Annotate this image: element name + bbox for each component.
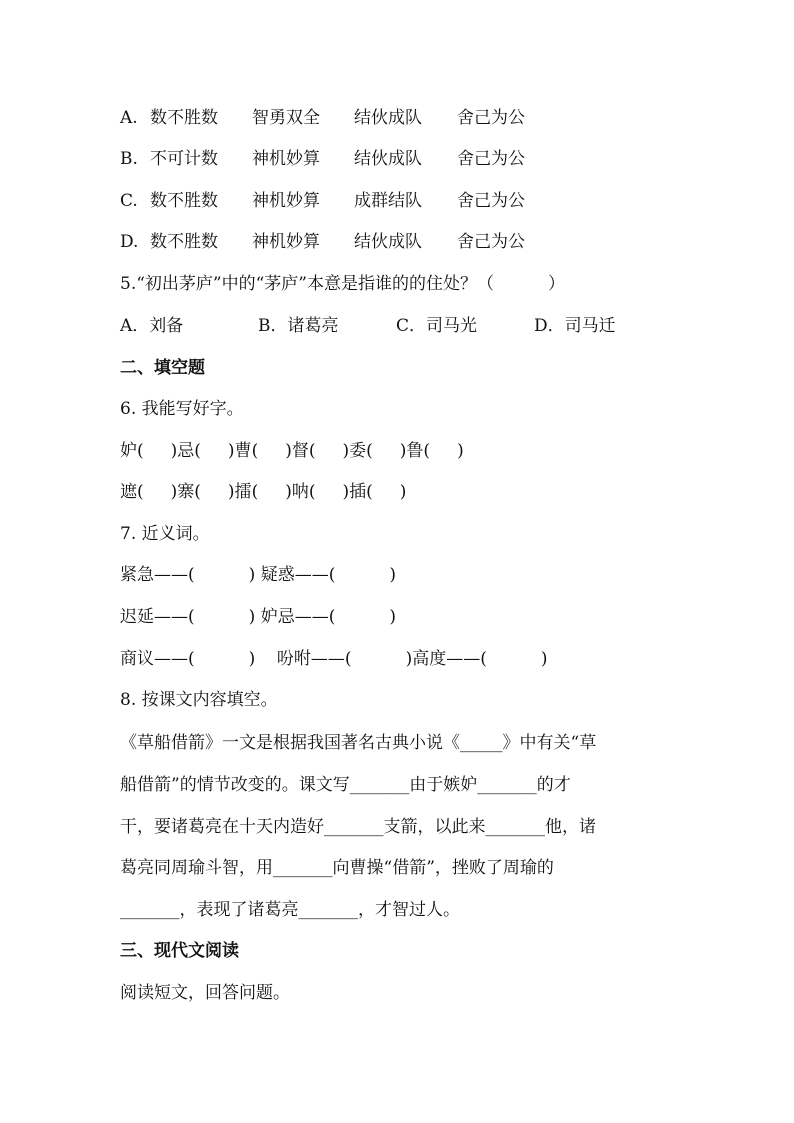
q5-question: 5.“初出茅庐”中的“茅庐”本意是指谁的的住处？（ ） — [120, 274, 566, 294]
option-label: A. — [120, 108, 138, 128]
option-word: 舍己为公 — [457, 191, 525, 211]
option-word: 舍己为公 — [457, 232, 525, 252]
option-label: B. — [120, 149, 138, 169]
option-word: 结伙成队 — [354, 232, 422, 252]
option-word: 数不胜数 — [150, 108, 218, 128]
option-word: 成群结队 — [354, 191, 422, 211]
section-heading: 三、现代文阅读 — [120, 941, 239, 961]
q8-title: 8. 按课文内容填空。 — [120, 690, 278, 710]
q4-option-c — [120, 189, 560, 213]
q5-options — [120, 314, 620, 338]
q7-row: 紧急——( ) 疑惑——( ) — [120, 565, 397, 585]
q4-option-d — [120, 230, 560, 254]
option-a: A．刘备 — [120, 316, 184, 336]
q6-title: 6. 我能写好字。 — [120, 399, 244, 419]
option-word: 不可计数 — [150, 149, 218, 169]
q8-text-line: 《草船借箭》一文是根据我国著名古典小说《_____》中有关“草 — [120, 733, 597, 753]
section-heading: 二、填空题 — [120, 358, 205, 378]
q6-row: 遮( )寨( )擂( )呐( )插( ) — [120, 482, 407, 502]
q8-text-line: _______，表现了诸葛亮_______，才智过人。 — [120, 900, 460, 920]
q8-text-line: 葛亮同周瑜斗智，用_______向曹操“借箭”，挫败了周瑜的 — [120, 858, 554, 878]
option-word: 神机妙算 — [252, 191, 320, 211]
option-label: C. — [120, 191, 138, 211]
option-word: 神机妙算 — [252, 232, 320, 252]
option-word: 智勇双全 — [252, 108, 320, 128]
q4-option-b — [120, 147, 560, 171]
option-d: D．司马迁 — [534, 316, 616, 336]
option-word: 神机妙算 — [252, 149, 320, 169]
q4-option-a — [120, 106, 560, 130]
option-word: 舍己为公 — [457, 108, 525, 128]
q8-text-line: 干，要诸葛亮在十天内造好_______支箭，以此来_______他，诸 — [120, 817, 596, 837]
q8-text-line: 船借箭”的情节改变的。课文写_______由于嫉妒_______的才 — [120, 775, 571, 795]
q7-title: 7. 近义词。 — [120, 524, 210, 544]
option-word: 数不胜数 — [150, 191, 218, 211]
option-c: C．司马光 — [396, 316, 478, 336]
option-word: 数不胜数 — [150, 232, 218, 252]
q6-row: 妒( )忌( )曹( )督( )委( )鲁( ) — [120, 441, 464, 461]
q7-row: 迟延——( ) 妒忌——( ) — [120, 607, 397, 627]
option-b: B．诸葛亮 — [258, 316, 339, 336]
option-word: 结伙成队 — [354, 108, 422, 128]
q7-row: 商议——( ) 吩咐——( )高度——( ) — [120, 649, 548, 669]
option-word: 舍己为公 — [457, 149, 525, 169]
option-label: D. — [120, 232, 139, 252]
reading-instruction: 阅读短文，回答问题。 — [120, 983, 290, 1003]
option-word: 结伙成队 — [354, 149, 422, 169]
